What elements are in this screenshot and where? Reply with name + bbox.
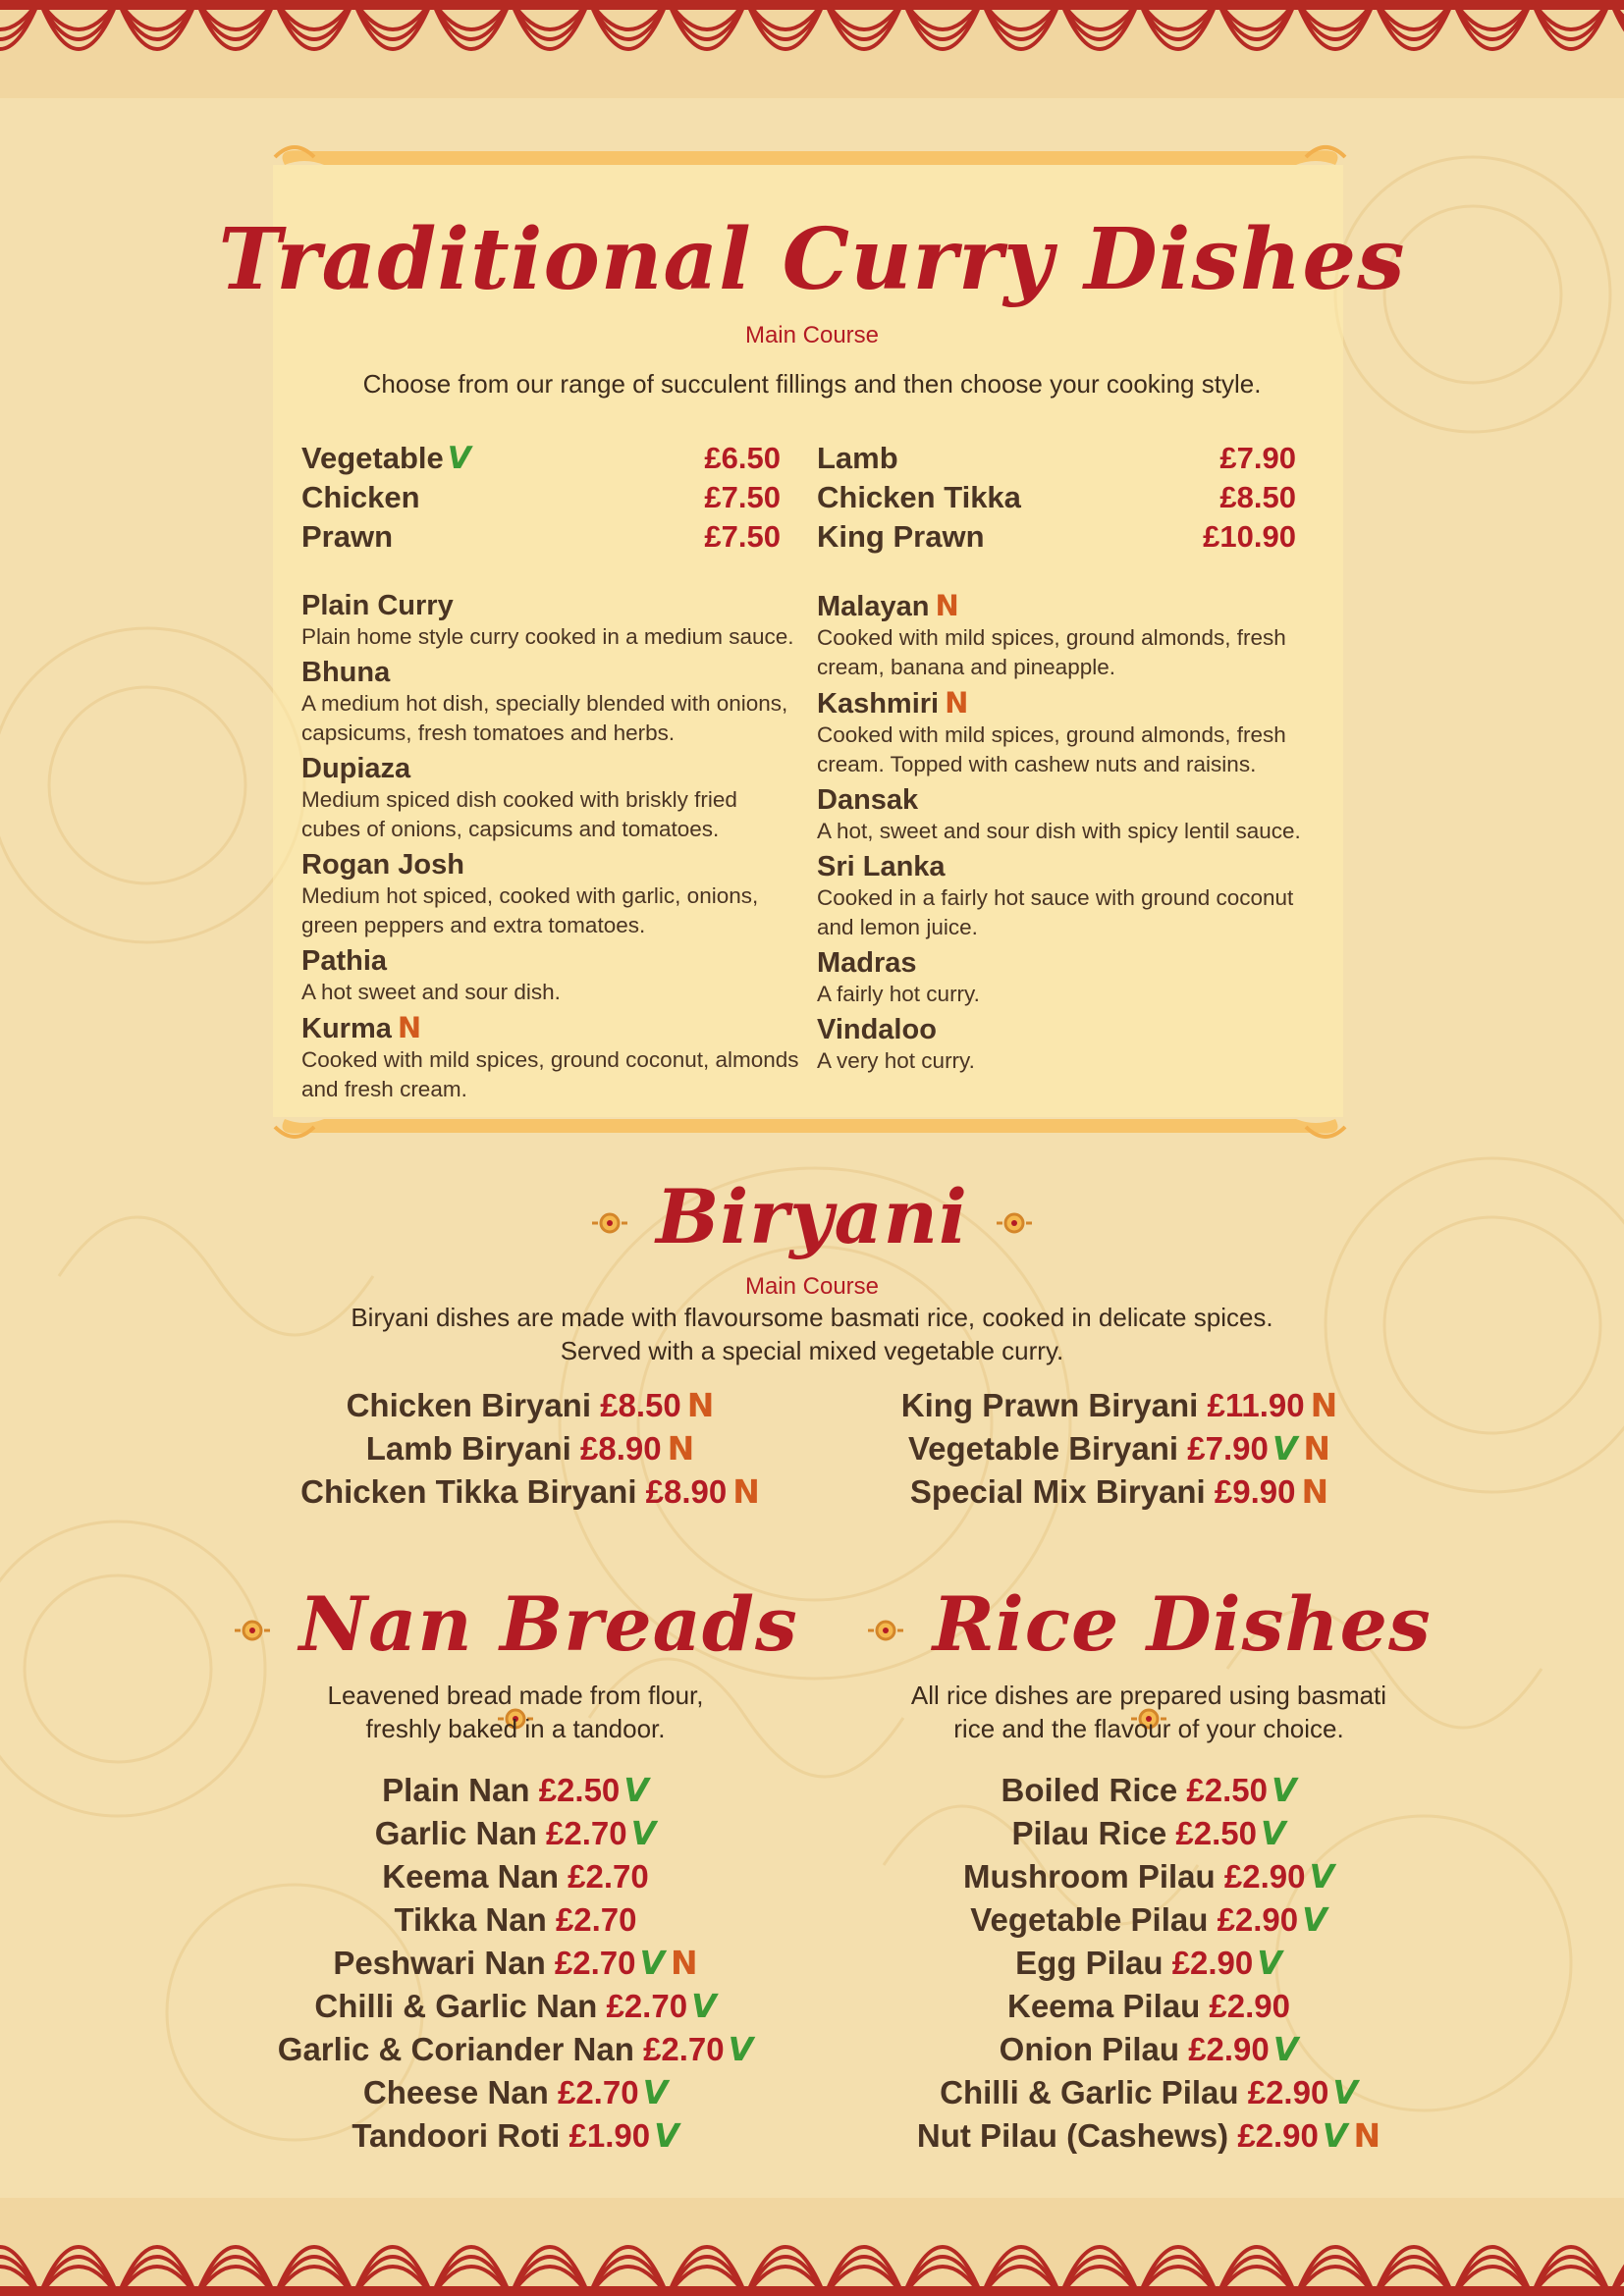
menu-item: Vegetable Biryani £7.90 V N xyxy=(907,1429,1331,1468)
vegetarian-icon: V xyxy=(1332,2073,1358,2111)
menu-item: Pilau Rice £2.50 V xyxy=(1011,1814,1286,1852)
nan-list xyxy=(226,1769,805,2158)
filling-row: Chicken Tikka £8.50 xyxy=(817,480,1296,514)
menu-item: Tikka Nan £2.70 xyxy=(394,1901,637,1938)
menu-item: Chicken Tikka Biryani £8.90 N xyxy=(300,1472,760,1511)
vegetarian-icon: V xyxy=(623,1771,649,1809)
menu-item: Garlic Nan £2.70 V xyxy=(374,1814,657,1852)
menu-item: Onion Pilau £2.90 V xyxy=(999,2030,1299,2068)
flourish-icon xyxy=(866,1611,905,1650)
vegetarian-icon: V xyxy=(1309,1857,1334,1896)
menu-item: Garlic & Coriander Nan £2.70 V xyxy=(277,2030,754,2068)
cooking-style: Dupiaza Medium spiced dish cooked with briskly fried cubes of onions, capsicums and tomatoes. xyxy=(301,753,737,841)
cooking-style: Vindaloo A very hot curry. xyxy=(817,1014,975,1073)
vegetarian-icon: V xyxy=(447,441,471,476)
top-decorative-border xyxy=(0,0,1624,98)
curry-fillings-right xyxy=(817,439,1296,557)
nuts-icon: N xyxy=(935,589,959,622)
menu-item: Mushroom Pilau £2.90 V xyxy=(963,1857,1334,1896)
filling-row: Chicken £7.50 xyxy=(301,480,781,514)
curry-intro: Choose from our range of succulent fillings and then choose your cooking style. xyxy=(362,369,1262,399)
menu-item: Chilli & Garlic Nan £2.70 V xyxy=(314,1987,717,2025)
vegetarian-icon: V xyxy=(1260,1814,1286,1852)
menu-item: Special Mix Biryani £9.90 N xyxy=(909,1472,1329,1511)
curry-subtitle: Main Course xyxy=(744,322,880,348)
menu-item: Keema Pilau £2.90 xyxy=(1006,1988,1291,2024)
nuts-icon: N xyxy=(686,1386,715,1424)
menu-item: Peshwari Nan £2.70 V N xyxy=(333,1944,698,1982)
curry-styles-right xyxy=(817,589,1327,1080)
cooking-style: Dansak A hot, sweet and sour dish with spicy lentil sauce. xyxy=(817,784,1301,843)
biryani-list-left xyxy=(236,1384,825,1514)
biryani-subtitle: Main Course xyxy=(744,1273,880,1300)
biryani-title: Biryani xyxy=(0,1173,1624,1261)
vegetarian-icon: V xyxy=(1272,1429,1298,1468)
nuts-icon: N xyxy=(397,1011,422,1044)
rice-title: Rice Dishes xyxy=(854,1580,1443,1757)
cooking-style: Pathia A hot sweet and sour dish. xyxy=(301,945,561,1004)
menu-item: Tandoori Roti £1.90 V xyxy=(352,2116,679,2155)
vegetarian-icon: V xyxy=(728,2030,754,2068)
menu-item: Keema Nan £2.70 xyxy=(382,1858,649,1895)
menu-item: Vegetable Pilau £2.90 V xyxy=(970,1900,1327,1939)
nuts-icon: N xyxy=(1301,1472,1329,1511)
nan-title: Nan Breads xyxy=(226,1580,805,1757)
bottom-decorative-border xyxy=(0,2198,1624,2296)
rice-list xyxy=(854,1769,1443,2158)
rice-intro: All rice dishes are prepared using basmati rice and the flavour of your choice. xyxy=(910,1681,1387,1743)
biryani-list-right xyxy=(825,1384,1414,1514)
cooking-style: Bhuna A medium hot dish, specially blended with onions, capsicums, fresh tomatoes and herbs. xyxy=(301,657,788,745)
nuts-icon: N xyxy=(945,686,969,720)
flourish-icon xyxy=(995,1203,1034,1243)
vegetarian-icon: V xyxy=(1322,2116,1348,2155)
cooking-style: Madras A fairly hot curry. xyxy=(817,947,980,1006)
menu-item: Cheese Nan £2.70 V xyxy=(362,2073,669,2111)
curry-fillings-left xyxy=(301,439,781,557)
menu-item: Nut Pilau (Cashews) £2.90 V N xyxy=(916,2116,1381,2155)
vegetarian-icon: V xyxy=(1272,2030,1299,2068)
nuts-icon: N xyxy=(1303,1429,1331,1468)
panel-top-scroll xyxy=(265,137,1355,177)
cooking-style: Plain Curry Plain home style curry cooked in a medium sauce. xyxy=(301,590,794,649)
vegetarian-icon: V xyxy=(1302,1900,1327,1939)
menu-item: Boiled Rice £2.50 V xyxy=(1001,1771,1297,1809)
vegetarian-icon: V xyxy=(630,1814,657,1852)
menu-item: Chilli & Garlic Pilau £2.90 V xyxy=(940,2073,1358,2111)
flourish-icon xyxy=(590,1203,629,1243)
menu-item: King Prawn Biryani £11.90 N xyxy=(900,1386,1338,1424)
cooking-style: Kurma N Cooked with mild spices, ground coconut, almonds and fresh cream. xyxy=(301,1011,799,1101)
vegetarian-icon: V xyxy=(642,2073,669,2111)
vegetarian-icon: V xyxy=(654,2116,679,2155)
cooking-style: Sri Lanka Cooked in a fairly hot sauce with ground coconut and lemon juice. xyxy=(817,851,1294,939)
panel-bottom-scroll xyxy=(265,1107,1355,1147)
curry-styles-left xyxy=(301,589,802,1108)
cooking-style: Rogan Josh Medium hot spiced, cooked with garlic, onions, green peppers and extra tomatoes. xyxy=(301,849,759,937)
filling-row: King Prawn £10.90 xyxy=(817,519,1296,554)
vegetarian-icon: V xyxy=(691,1987,717,2025)
nuts-icon: N xyxy=(671,1944,698,1982)
filling-row: Lamb £7.90 xyxy=(817,441,1296,475)
cooking-style: Kashmiri N Cooked with mild spices, ground almonds, fresh cream. Topped with cashew nuts and raisins. xyxy=(817,686,1286,776)
curry-title: Traditional Curry Dishes xyxy=(218,210,1406,309)
filling-row: Prawn £7.50 xyxy=(301,519,781,554)
nuts-icon: N xyxy=(667,1429,695,1468)
menu-item: Lamb Biryani £8.90 N xyxy=(365,1429,695,1468)
vegetarian-icon: V xyxy=(1271,1771,1297,1809)
flourish-icon xyxy=(233,1611,272,1650)
vegetarian-icon: V xyxy=(1257,1944,1282,1982)
biryani-intro: Biryani dishes are made with flavoursome basmati rice, cooked in delicate spices. Served with a special mixed vegetable curry. xyxy=(351,1303,1273,1365)
cooking-style: Malayan N Cooked with mild spices, ground almonds, fresh cream, banana and pineapple. xyxy=(817,589,1286,679)
nan-intro: Leavened bread made from flour, freshly baked in a tandoor. xyxy=(327,1681,704,1743)
menu-item: Plain Nan £2.50 V xyxy=(382,1771,649,1809)
nuts-icon: N xyxy=(732,1472,760,1511)
nuts-icon: N xyxy=(1310,1386,1338,1424)
menu-item: Egg Pilau £2.90 V xyxy=(1015,1944,1282,1982)
filling-row: Vegetable V £6.50 xyxy=(301,441,781,476)
nuts-icon: N xyxy=(1353,2116,1381,2155)
vegetarian-icon: V xyxy=(639,1944,666,1982)
menu-item: Chicken Biryani £8.50 N xyxy=(346,1386,715,1424)
